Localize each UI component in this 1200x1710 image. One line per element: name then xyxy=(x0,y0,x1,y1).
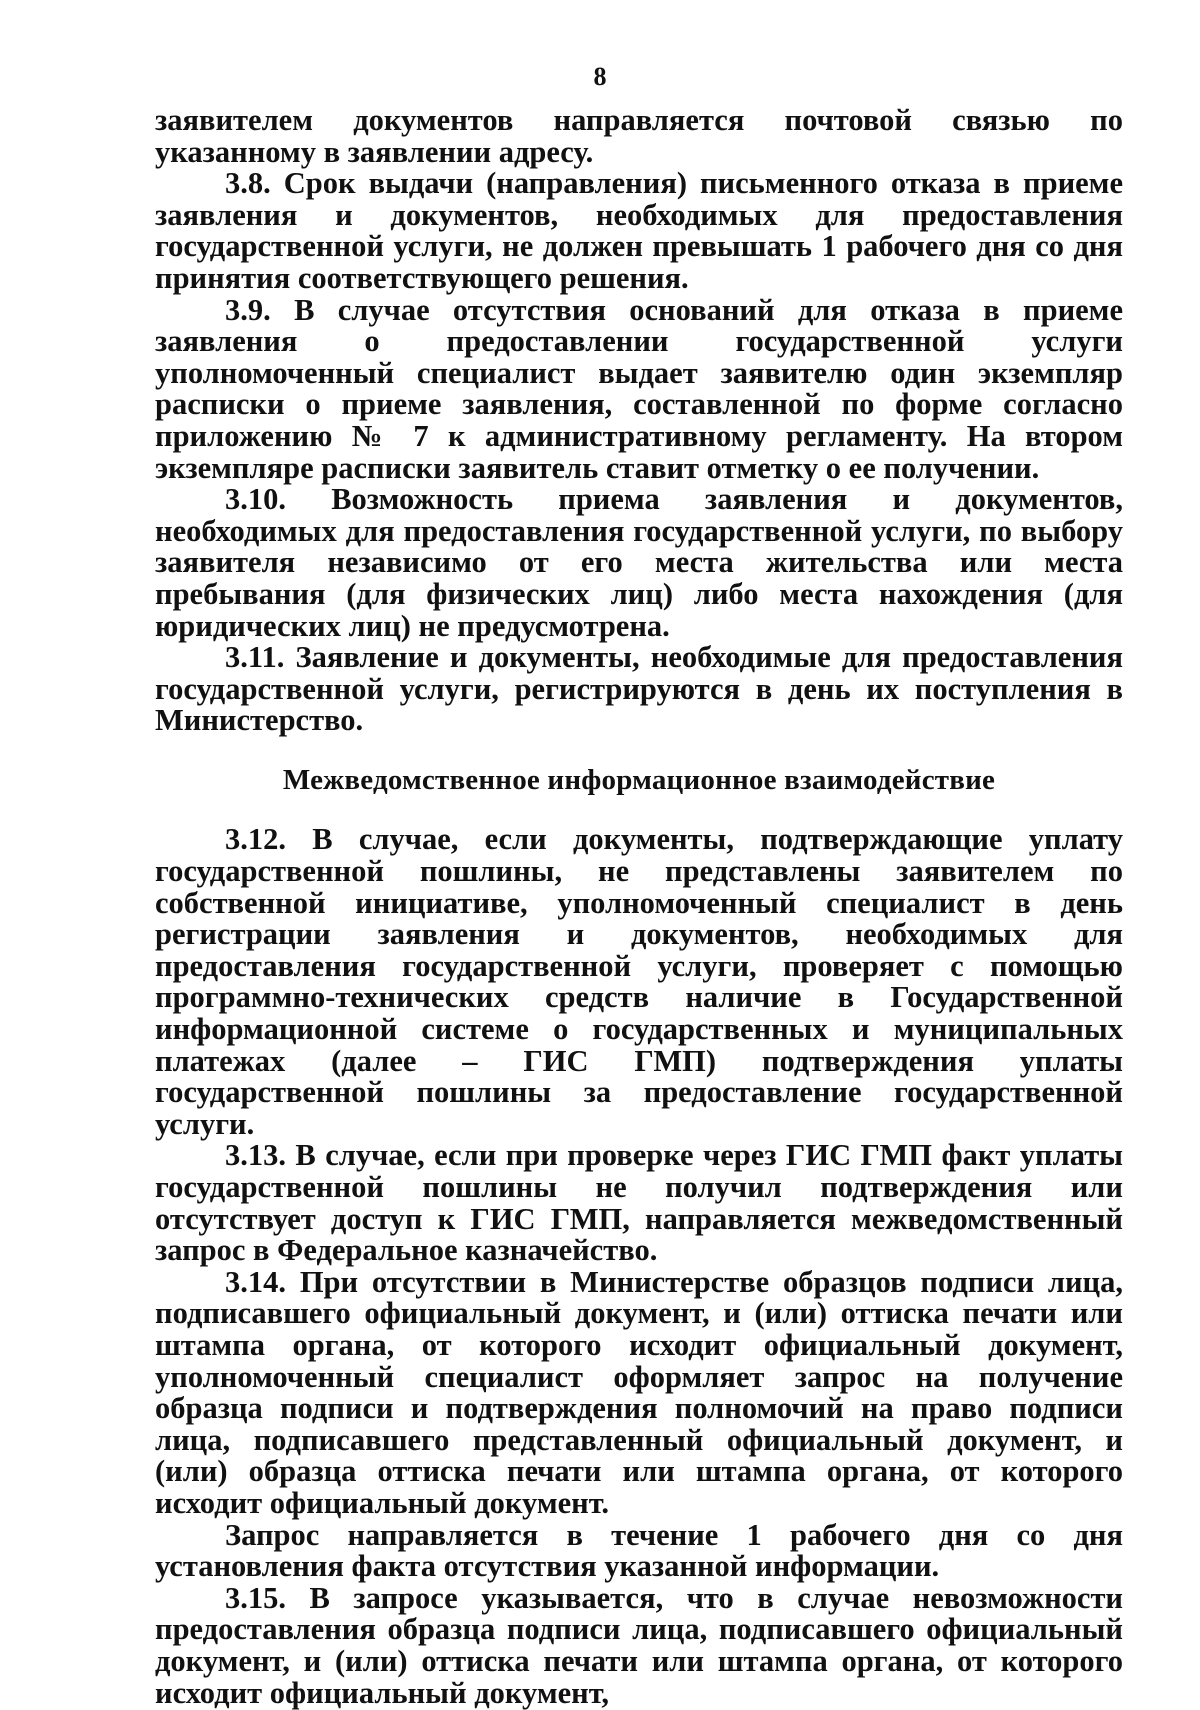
paragraph-3-11: 3.11. Заявление и документы, необходимые для предоставления государственной услуги, регистрируются в день их поступления в Министерство. xyxy=(155,640,1123,738)
paragraph-3-15: 3.15. В запросе указывается, что в случае невозможности предоставления образца подписи лица, подписавшего официальный документ, и (или) оттиска печати или штампа органа, от которого исходит официальный документ, xyxy=(155,1580,1123,1710)
paragraph-3-10: 3.10. Возможность приема заявления и документов, необходимых для предоставления государственной услуги, по выбору заявителя независимо от его места жительства или места пребывания (для физических лиц) либо места нахождения (для юридических лиц) не предусмотрена. xyxy=(155,482,1123,643)
paragraph-3-9: 3.9. В случае отсутствия оснований для отказа в приеме заявления о предоставлении государственной услуги уполномоченный специалист выдает заявителю один экземпляр расписки о приеме заявления, составленной по форме согласно приложению № 7 к административному регламенту. На втором экземпляре расписки заявитель ставит отметку о ее получении. xyxy=(155,292,1123,485)
page-number: 8 xyxy=(593,62,607,91)
paragraph-3-13: 3.13. В случае, если при проверке через ГИС ГМП факт уплаты государственной пошлины не получил подтверждения или отсутствует доступ к ГИС ГМП, направляется межведомственный запрос в Федеральное казначейство. xyxy=(155,1138,1123,1268)
section-heading: Межведомственное информационное взаимодействие xyxy=(282,763,996,796)
document-body xyxy=(155,105,1123,1709)
paragraph-3-14: 3.14. При отсутствии в Министерстве образцов подписи лица, подписавшего официальный документ, и (или) оттиска печати или штампа органа, от которого исходит официальный документ, уполномоченный специалист оформляет запрос на получение образца подписи и подтверждения полномочий на право подписи лица, подписавшего представленный официальный документ, и (или) образца оттиска печати или штампа органа, от которого исходит официальный документ. xyxy=(155,1264,1123,1520)
paragraph-3-12: 3.12. В случае, если документы, подтверждающие уплату государственной пошлины, не представлены заявителем по собственной инициативе, уполномоченный специалист в день регистрации заявления и документов, необходимых для предоставления государственной услуги, проверяет с помощью программно-технических средств наличие в Государственной информационной системе о государственных и муниципальных платежах (далее – ГИС ГМП) подтверждения уплаты государственной пошлины за предоставление государственной услуги. xyxy=(155,822,1123,1141)
paragraph-request-deadline: Запрос направляется в течение 1 рабочего дня со дня установления факта отсутствия указанной информации. xyxy=(155,1517,1123,1584)
paragraph-continuation: заявителем документов направляется почтовой связью по указанному в заявлении адресу. xyxy=(155,103,1123,169)
paragraph-3-8: 3.8. Срок выдачи (направления) письменного отказа в приеме заявления и документов, необходимых для предоставления государственной услуги, не должен превышать 1 рабочего дня со дня принятия соответствующего решения. xyxy=(155,166,1123,295)
